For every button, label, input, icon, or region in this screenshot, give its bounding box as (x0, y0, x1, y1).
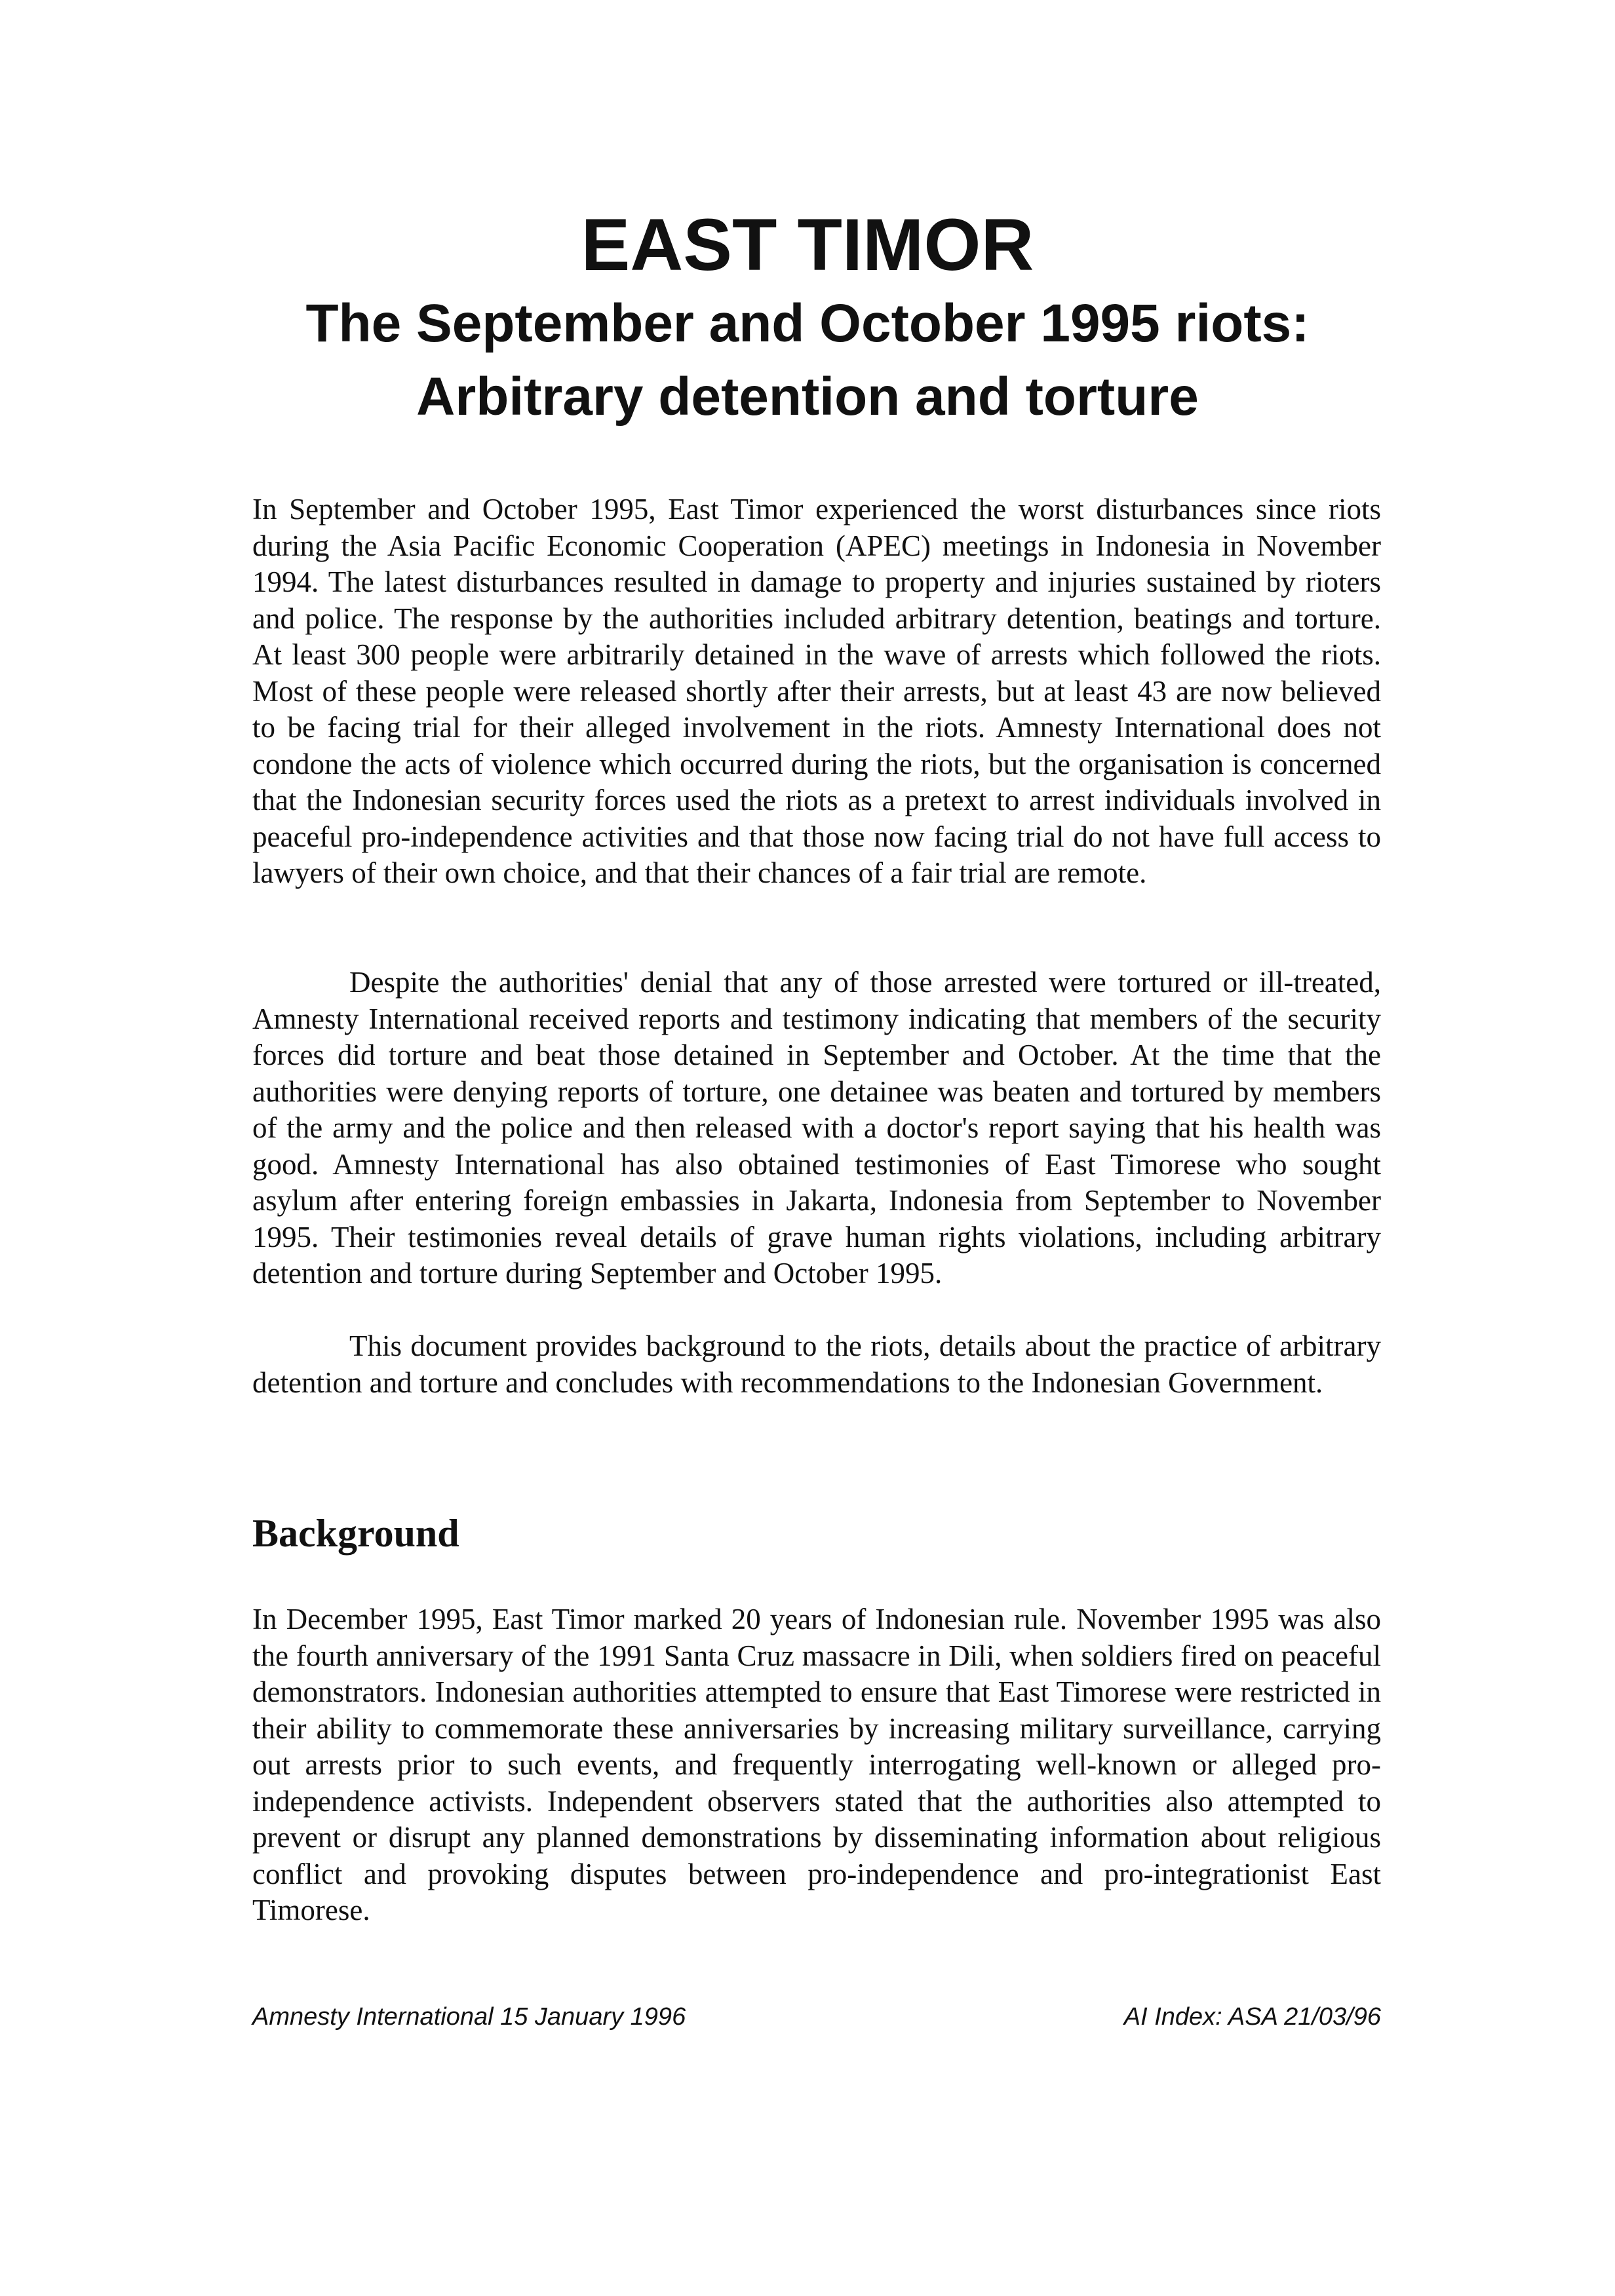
document-subtitle-line-1: The September and October 1995 riots: (305, 294, 1310, 353)
document-title: EAST TIMOR (581, 204, 1034, 286)
document-scope-paragraph: This document provides background to the riots, details about the practice of arbitrary detention and torture and concludes with recommendations to the Indonesian Government. (252, 1330, 1381, 1399)
background-paragraph: In December 1995, East Timor marked 20 years of Indonesian rule. November 1995 was also the fourth anniversary of the 1991 Santa Cruz massacre in Dili, when soldiers fired on peaceful demonstrators. Indonesian authorities attempted to ensure that East Timorese were restricted in their ability to commemorate these anniversaries by increasing military surveillance, carrying out arrests prior to such events, and frequently interrogating well-known or alleged pro-independence activists. Independent observers stated that the authorities also attempted to prevent or disrupt any planned demonstrations by disseminating information about religious conflict and provoking disputes between pro-independence and pro-integrationist East Timorese. (252, 1603, 1381, 1926)
footer-publisher-date: Amnesty International 15 January 1996 (252, 2003, 686, 2031)
title-block (0, 203, 1615, 434)
footer-index: AI Index: ASA 21/03/96 (1123, 2003, 1381, 2031)
intro-paragraph: In September and October 1995, East Timor experienced the worst disturbances since riots during the Asia Pacific Economic Cooperation (APEC) meetings in Indonesia in November 1994. The latest disturbances resulted in damage to property and injuries sustained by rioters and police. The response by the authorities included arbitrary detention, beatings and torture. At least 300 people were arbitrarily detained in the wave of arrests which followed the riots. Most of these people were released shortly after their arrests, but at least 43 are now believed to be facing trial for their alleged involvement in the riots. Amnesty International does not condone the acts of violence which occurred during the riots, but the organisation is concerned that the Indonesian security forces used the riots as a pretext to arrest individuals involved in peaceful pro-independence activities and that those now facing trial do not have full access to lawyers of their own choice, and that their chances of a fair trial are remote. (252, 493, 1381, 889)
document-subtitle-line-2: Arbitrary detention and torture (416, 367, 1199, 427)
torture-paragraph: Despite the authorities' denial that any of those arrested were tortured or ill-treated, Amnesty International received reports and testimony indicating that members of the security forces did torture and beat those detained in September and October. At the time that the authorities were denying reports of torture, one detainee was beaten and tortured by members of the army and the police and then released with a doctor's report saying that his health was good. Amnesty International has also obtained testimonies of East Timorese who sought asylum after entering foreign embassies in Jakarta, Indonesia from September to November 1995. Their testimonies reveal details of grave human rights violations, including arbitrary detention and torture during September and October 1995. (252, 966, 1381, 1290)
background-heading: Background (252, 1512, 459, 1555)
